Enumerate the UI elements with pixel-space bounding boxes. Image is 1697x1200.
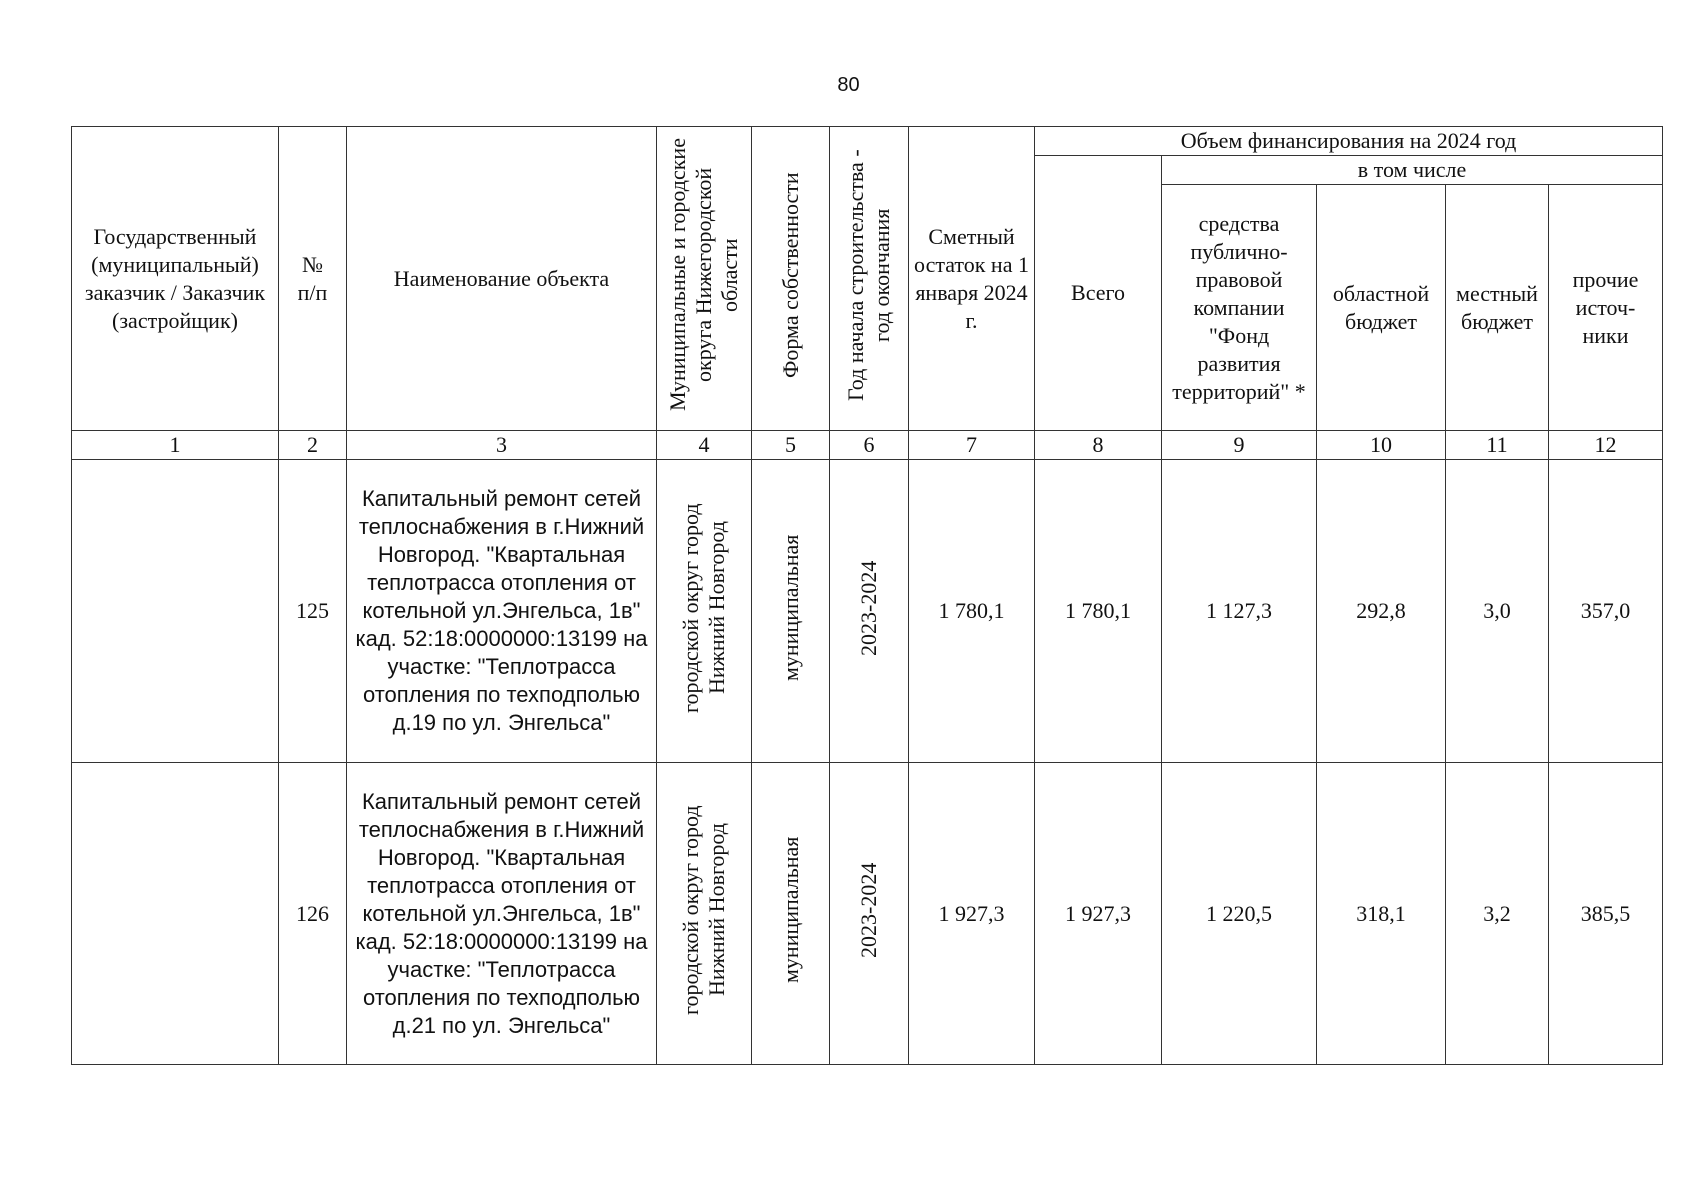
header-district: Муниципальные и городские округа Нижегородской области <box>657 127 752 431</box>
header-row-1 <box>72 127 1663 156</box>
header-object-name: Наименование объекта <box>347 127 657 431</box>
col-num: 12 <box>1549 431 1663 460</box>
row-fund: 1 127,3 <box>1162 460 1317 763</box>
row-district: городской округ город Нижний Новгород <box>657 460 752 763</box>
row-number: 125 <box>279 460 347 763</box>
row-district: городской округ город Нижний Новгород <box>657 763 752 1065</box>
col-num: 8 <box>1035 431 1162 460</box>
row-ownership: муниципальная <box>752 460 830 763</box>
table-row <box>72 460 1663 763</box>
header-other: прочие источ-ники <box>1549 185 1663 431</box>
col-num: 10 <box>1317 431 1446 460</box>
row-customer <box>72 763 279 1065</box>
header-local: местный бюджет <box>1446 185 1549 431</box>
header-total: Всего <box>1035 156 1162 431</box>
header-including: в том числе <box>1162 156 1663 185</box>
row-regional: 292,8 <box>1317 460 1446 763</box>
header-estimate-remainder: Сметный остаток на 1 января 2024 г. <box>909 127 1035 431</box>
col-num: 4 <box>657 431 752 460</box>
row-customer <box>72 460 279 763</box>
row-years: 2023-2024 <box>830 460 909 763</box>
col-num: 11 <box>1446 431 1549 460</box>
col-num: 7 <box>909 431 1035 460</box>
col-num: 6 <box>830 431 909 460</box>
col-num: 2 <box>279 431 347 460</box>
header-years: Год начала строительства - год окончания <box>830 127 909 431</box>
row-years: 2023-2024 <box>830 763 909 1065</box>
row-regional: 318,1 <box>1317 763 1446 1065</box>
row-local: 3,0 <box>1446 460 1549 763</box>
row-object-name: Капитальный ремонт сетей теплоснабжения в г.Нижний Новгород. "Квартальная теплотрасса отопления от котельной ул.Энгельса, 1в" кад. 52:18:0000000:13199 на участке: "Теплотрасса отопления по техподполью д.19 по ул. Энгельса" <box>347 460 657 763</box>
row-other: 357,0 <box>1549 460 1663 763</box>
column-numbers-row <box>72 431 1663 460</box>
header-fund: средства публично-правовой компании "Фонд развития территорий" * <box>1162 185 1317 431</box>
col-num: 9 <box>1162 431 1317 460</box>
row-ownership: муниципальная <box>752 763 830 1065</box>
row-estimate-remainder: 1 780,1 <box>909 460 1035 763</box>
page-number: 80 <box>837 74 860 96</box>
header-number: № п/п <box>279 127 347 431</box>
row-local: 3,2 <box>1446 763 1549 1065</box>
header-ownership: Форма собственности <box>752 127 830 431</box>
col-num: 5 <box>752 431 830 460</box>
row-estimate-remainder: 1 927,3 <box>909 763 1035 1065</box>
header-customer: Государственный (муниципальный) заказчик / Заказчик (застройщик) <box>72 127 279 431</box>
row-number: 126 <box>279 763 347 1065</box>
col-num: 1 <box>72 431 279 460</box>
row-total: 1 780,1 <box>1035 460 1162 763</box>
row-other: 385,5 <box>1549 763 1663 1065</box>
table-row <box>72 763 1663 1065</box>
row-fund: 1 220,5 <box>1162 763 1317 1065</box>
row-total: 1 927,3 <box>1035 763 1162 1065</box>
row-object-name: Капитальный ремонт сетей теплоснабжения в г.Нижний Новгород. "Квартальная теплотрасса отопления от котельной ул.Энгельса, 1в" кад. 52:18:0000000:13199 на участке: "Теплотрасса отопления по техподполью д.21 по ул. Энгельса" <box>347 763 657 1065</box>
financing-table <box>71 126 1663 1065</box>
header-funding-title: Объем финансирования на 2024 год <box>1035 127 1663 156</box>
header-regional: областной бюджет <box>1317 185 1446 431</box>
col-num: 3 <box>347 431 657 460</box>
